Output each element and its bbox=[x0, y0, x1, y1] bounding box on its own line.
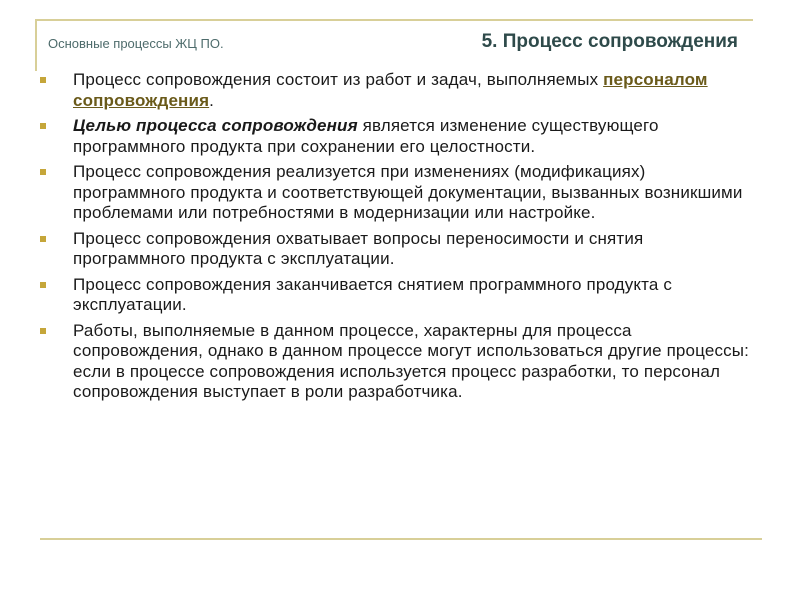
square-bullet-icon bbox=[40, 169, 46, 175]
maintenance-staff-link[interactable]: персоналом сопровождения bbox=[73, 70, 708, 110]
bullet-text: является изменение существующего программного продукта при сохранении его целостности. bbox=[73, 116, 659, 156]
slide-subtitle: Основные процессы ЖЦ ПО. bbox=[48, 36, 224, 51]
left-divider bbox=[35, 19, 37, 71]
square-bullet-icon bbox=[40, 282, 46, 288]
bullet-text: Процесс сопровождения охватывает вопросы переносимости и снятия программного продукта с эксплуатации. bbox=[73, 228, 644, 268]
top-divider bbox=[35, 19, 753, 21]
bullet-item bbox=[40, 162, 752, 224]
bullet-text: Процесс сопровождения заканчивается снятием программного продукта с эксплуатации. bbox=[73, 274, 673, 314]
square-bullet-icon bbox=[40, 328, 46, 334]
bullet-item bbox=[40, 229, 752, 270]
bullet-item bbox=[40, 275, 752, 316]
bullet-text: Работы, выполняемые в данном процессе, характерны для процесса сопровождения, однако в данном процессе могут использоваться другие процессы: если в процессе сопровождения используется процесс разработки, то персонал сопровождения выступает в роли разработчика. bbox=[73, 320, 749, 401]
bullet-emphasis: Целью процесса сопровождения bbox=[73, 116, 358, 135]
bottom-divider bbox=[40, 538, 762, 540]
bullet-text: Процесс сопровождения реализуется при изменениях (модификациях) программного продукта и соответствующей документации, вызванных возникшими проблемами или потребностями в модернизации или настройке. bbox=[73, 162, 743, 222]
slide-title: 5. Процесс сопровождения bbox=[481, 31, 738, 52]
bullet-list bbox=[40, 70, 752, 408]
bullet-text: . bbox=[209, 90, 215, 110]
square-bullet-icon bbox=[40, 77, 46, 83]
bullet-item bbox=[40, 321, 752, 403]
bullet-item bbox=[40, 116, 752, 157]
square-bullet-icon bbox=[40, 236, 46, 242]
bullet-item bbox=[40, 70, 752, 111]
bullet-text: Процесс сопровождения состоит из работ и задач, выполняемых bbox=[73, 70, 604, 89]
square-bullet-icon bbox=[40, 123, 46, 129]
